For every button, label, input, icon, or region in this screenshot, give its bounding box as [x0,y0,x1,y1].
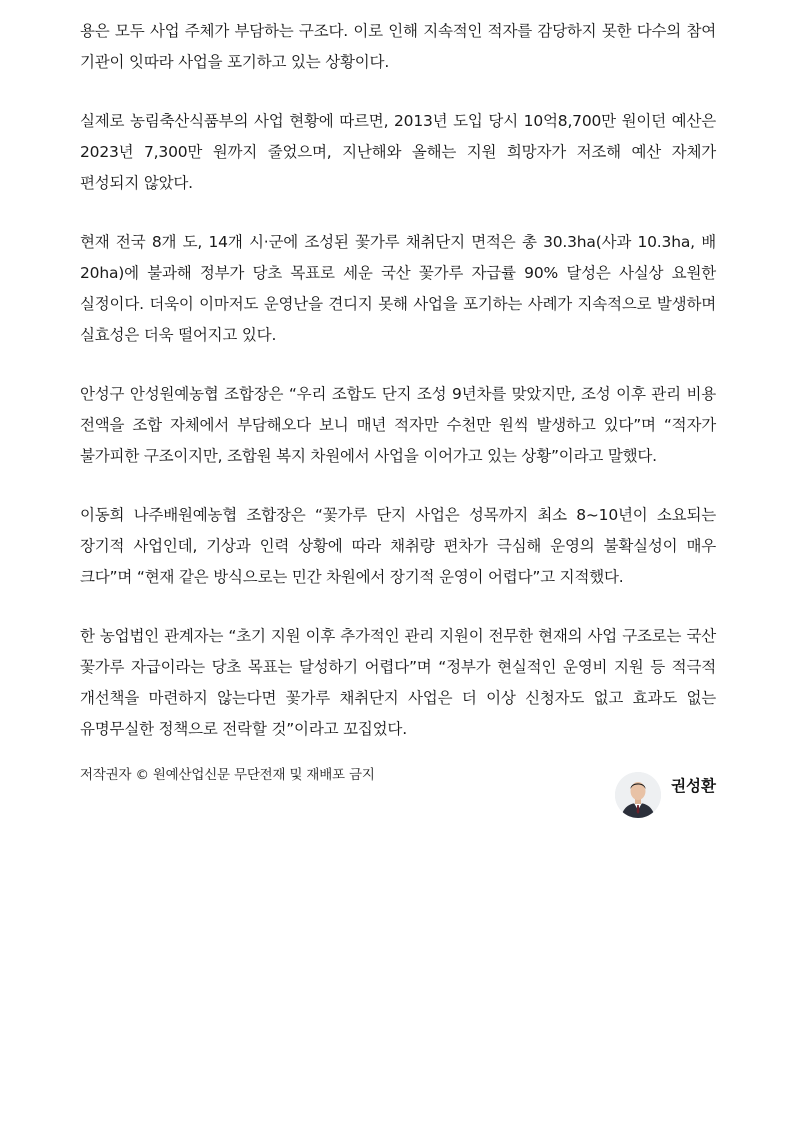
reporter-name[interactable]: 권성환 [671,777,716,795]
copyright-notice: 저작권자 © 원예산업신문 무단전재 및 재배포 금지 [80,767,375,783]
article-body [80,16,716,785]
paragraph-6: 한 농업법인 관계자는 “초기 지원 이후 추가적인 관리 지원이 전무한 현재의 사업 구조로는 국산 꽃가루 자급이라는 당초 목표는 달성하기 어렵다”며 “정부가 현실적인 운영비 지원 등 적극적 개선책을 마련하지 않는다면 꽃가루 채취단지 사업은 더 이상 신청자도 없고 효과도 없는 유명무실한 정책으로 전락할 것”이라고 꼬집었다. [80,627,716,738]
reporter-photo-icon[interactable] [615,772,661,818]
paragraph-3: 현재 전국 8개 도, 14개 시·군에 조성된 꽃가루 채취단지 면적은 총 30.3ha(사과 10.3ha, 배 20ha)에 불과해 정부가 당초 목표로 세운 국산 꽃가루 자급률 90% 달성은 사실상 요원한 실정이다. 더욱이 이마저도 운영난을 견디지 못해 사업을 포기하는 사례가 지속적으로 발생하며 실효성은 더욱 떨어지고 있다. [80,233,716,344]
paragraph-4: 안성구 안성원예농협 조합장은 “우리 조합도 단지 조성 9년차를 맞았지만, 조성 이후 관리 비용 전액을 조합 자체에서 부담해오다 보니 매년 적자만 수천만 원씩 발생하고 있다”며 “적자가 불가피한 구조이지만, 조합원 복지 차원에서 사업을 이어가고 있는 상황”이라고 말했다. [80,385,716,465]
paragraph-2: 실제로 농림축산식품부의 사업 현황에 따르면, 2013년 도입 당시 10억8,700만 원이던 예산은 2023년 7,300만 원까지 줄었으며, 지난해와 올해는 지원 희망자가 저조해 예산 자체가 편성되지 않았다. [80,112,716,192]
paragraph-5: 이동희 나주배원예농협 조합장은 “꽃가루 단지 사업은 성목까지 최소 8~10년이 소요되는 장기적 사업인데, 기상과 인력 상황에 따라 채취량 편차가 극심해 운영의 불확실성이 매우 크다”며 “현재 같은 방식으로는 민간 차원에서 장기적 운영이 어렵다”고 지적했다. [80,506,716,586]
paragraph-1: 용은 모두 사업 주체가 부담하는 구조다. 이로 인해 지속적인 적자를 감당하지 못한 다수의 참여 기관이 잇따라 사업을 포기하고 있는 상황이다. [80,22,716,71]
reporter-byline[interactable] [615,772,716,818]
